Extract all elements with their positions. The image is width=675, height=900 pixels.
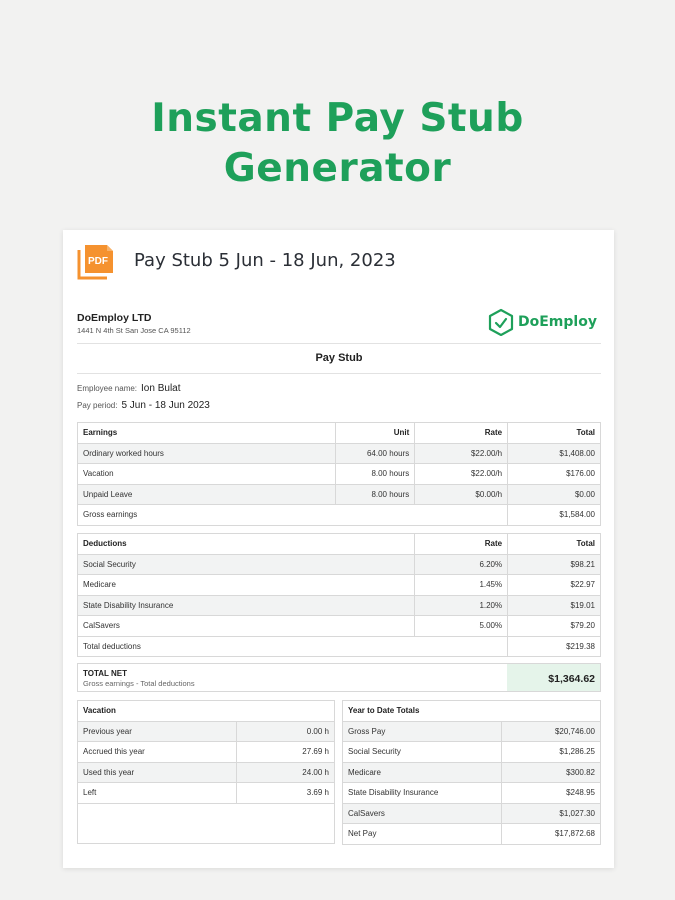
table-cell: Ordinary worked hours <box>78 443 336 464</box>
gross-earnings-label: Gross earnings <box>78 505 508 526</box>
pay-stub-card <box>63 230 614 868</box>
table-row <box>343 803 601 824</box>
table-cell: $248.95 <box>502 783 601 804</box>
table-cell: Vacation <box>78 464 336 485</box>
table-cell: $20,746.00 <box>502 721 601 742</box>
table-row <box>78 616 601 637</box>
table-cell: CalSavers <box>78 616 415 637</box>
table-header-row <box>78 423 601 444</box>
table-cell: Left <box>78 783 237 804</box>
table-row <box>78 803 335 843</box>
table-cell: Unpaid Leave <box>78 484 336 505</box>
column-header: Vacation <box>78 701 335 722</box>
table-cell: Gross Pay <box>343 721 502 742</box>
company-address: 1441 N 4th St San Jose CA 95112 <box>77 326 191 335</box>
table-row <box>78 762 335 783</box>
table-cell: 8.00 hours <box>336 464 415 485</box>
total-row <box>78 636 601 657</box>
table-cell: $176.00 <box>508 464 601 485</box>
table-cell: $79.20 <box>508 616 601 637</box>
total-deductions-value: $219.38 <box>508 636 601 657</box>
table-row <box>343 721 601 742</box>
column-header: Rate <box>415 534 508 555</box>
table-cell: 6.20% <box>415 554 508 575</box>
column-header: Total <box>508 423 601 444</box>
column-header: Deductions <box>78 534 415 555</box>
employee-name-value: Ion Bulat <box>141 383 181 394</box>
table-cell: State Disability Insurance <box>78 595 415 616</box>
column-header: Rate <box>415 423 508 444</box>
earnings-table <box>77 422 601 526</box>
table-cell: $1,027.30 <box>502 803 601 824</box>
table-header-row <box>343 701 601 722</box>
company-block <box>77 312 191 335</box>
column-header: Earnings <box>78 423 336 444</box>
headline-line-2: Generator <box>223 146 452 191</box>
table-cell: $19.01 <box>508 595 601 616</box>
table-cell: $300.82 <box>502 762 601 783</box>
table-row <box>78 464 601 485</box>
table-cell: $0.00 <box>508 484 601 505</box>
table-cell: 64.00 hours <box>336 443 415 464</box>
headline <box>0 94 675 194</box>
table-row <box>78 721 335 742</box>
deductions-table <box>77 533 601 657</box>
divider <box>77 343 601 344</box>
total-deductions-label: Total deductions <box>78 636 508 657</box>
table-cell: $1,286.25 <box>502 742 601 763</box>
table-row <box>78 484 601 505</box>
doc-title: Pay Stub <box>315 352 363 364</box>
table-row <box>343 762 601 783</box>
shield-check-icon <box>488 308 514 336</box>
column-header: Total <box>508 534 601 555</box>
table-cell: Accrued this year <box>78 742 237 763</box>
table-cell: 24.00 h <box>237 762 335 783</box>
employee-name-label: Employee name: <box>77 384 138 393</box>
table-cell: Social Security <box>78 554 415 575</box>
table-cell: $98.21 <box>508 554 601 575</box>
table-row <box>343 824 601 845</box>
table-cell: 3.69 h <box>237 783 335 804</box>
column-header: Year to Date Totals <box>343 701 601 722</box>
pay-period-row <box>77 400 210 411</box>
table-cell: $0.00/h <box>415 484 508 505</box>
table-cell: $22.97 <box>508 575 601 596</box>
table-cell: $17,872.68 <box>502 824 601 845</box>
table-row <box>78 554 601 575</box>
table-cell: State Disability Insurance <box>343 783 502 804</box>
table-cell: Previous year <box>78 721 237 742</box>
table-row <box>78 783 335 804</box>
table-cell: $1,408.00 <box>508 443 601 464</box>
table-cell: 0.00 h <box>237 721 335 742</box>
table-cell: CalSavers <box>343 803 502 824</box>
table-cell: Medicare <box>78 575 415 596</box>
total-net-value: $1,364.62 <box>507 664 600 691</box>
company-name: DoEmploy LTD <box>77 312 152 324</box>
table-row <box>343 742 601 763</box>
doemploy-logo <box>488 308 597 336</box>
total-net-label: TOTAL NET <box>83 669 127 678</box>
pay-period-label: Pay period: <box>77 401 118 410</box>
gross-earnings-value: $1,584.00 <box>508 505 601 526</box>
table-row <box>78 595 601 616</box>
table-cell: 1.20% <box>415 595 508 616</box>
table-header-row <box>78 701 335 722</box>
pdf-file-icon <box>77 244 114 280</box>
pay-period-value: 5 Jun - 18 Jun 2023 <box>121 400 210 411</box>
total-row <box>78 505 601 526</box>
table-cell: Net Pay <box>343 824 502 845</box>
table-cell: Used this year <box>78 762 237 783</box>
table-cell: 1.45% <box>415 575 508 596</box>
table-cell: $22.00/h <box>415 464 508 485</box>
column-header: Unit <box>336 423 415 444</box>
table-cell: 5.00% <box>415 616 508 637</box>
table-row <box>78 742 335 763</box>
table-header-row <box>78 534 601 555</box>
vacation-table <box>77 700 335 844</box>
table-row <box>78 443 601 464</box>
total-net-box <box>77 663 601 692</box>
table-row <box>343 783 601 804</box>
pdf-icon-label: PDF <box>88 256 108 267</box>
headline-line-1: Instant Pay Stub <box>151 96 524 141</box>
divider <box>77 373 601 374</box>
ytd-table <box>342 700 601 845</box>
table-row <box>78 575 601 596</box>
stub-title: Pay Stub 5 Jun - 18 Jun, 2023 <box>134 250 396 271</box>
table-cell: Social Security <box>343 742 502 763</box>
empty-cell <box>78 803 335 843</box>
table-cell: Medicare <box>343 762 502 783</box>
logo-text: DoEmploy <box>518 314 597 330</box>
table-cell: $22.00/h <box>415 443 508 464</box>
table-cell: 8.00 hours <box>336 484 415 505</box>
employee-name-row <box>77 383 181 394</box>
total-net-sub: Gross earnings - Total deductions <box>83 679 195 688</box>
table-cell: 27.69 h <box>237 742 335 763</box>
